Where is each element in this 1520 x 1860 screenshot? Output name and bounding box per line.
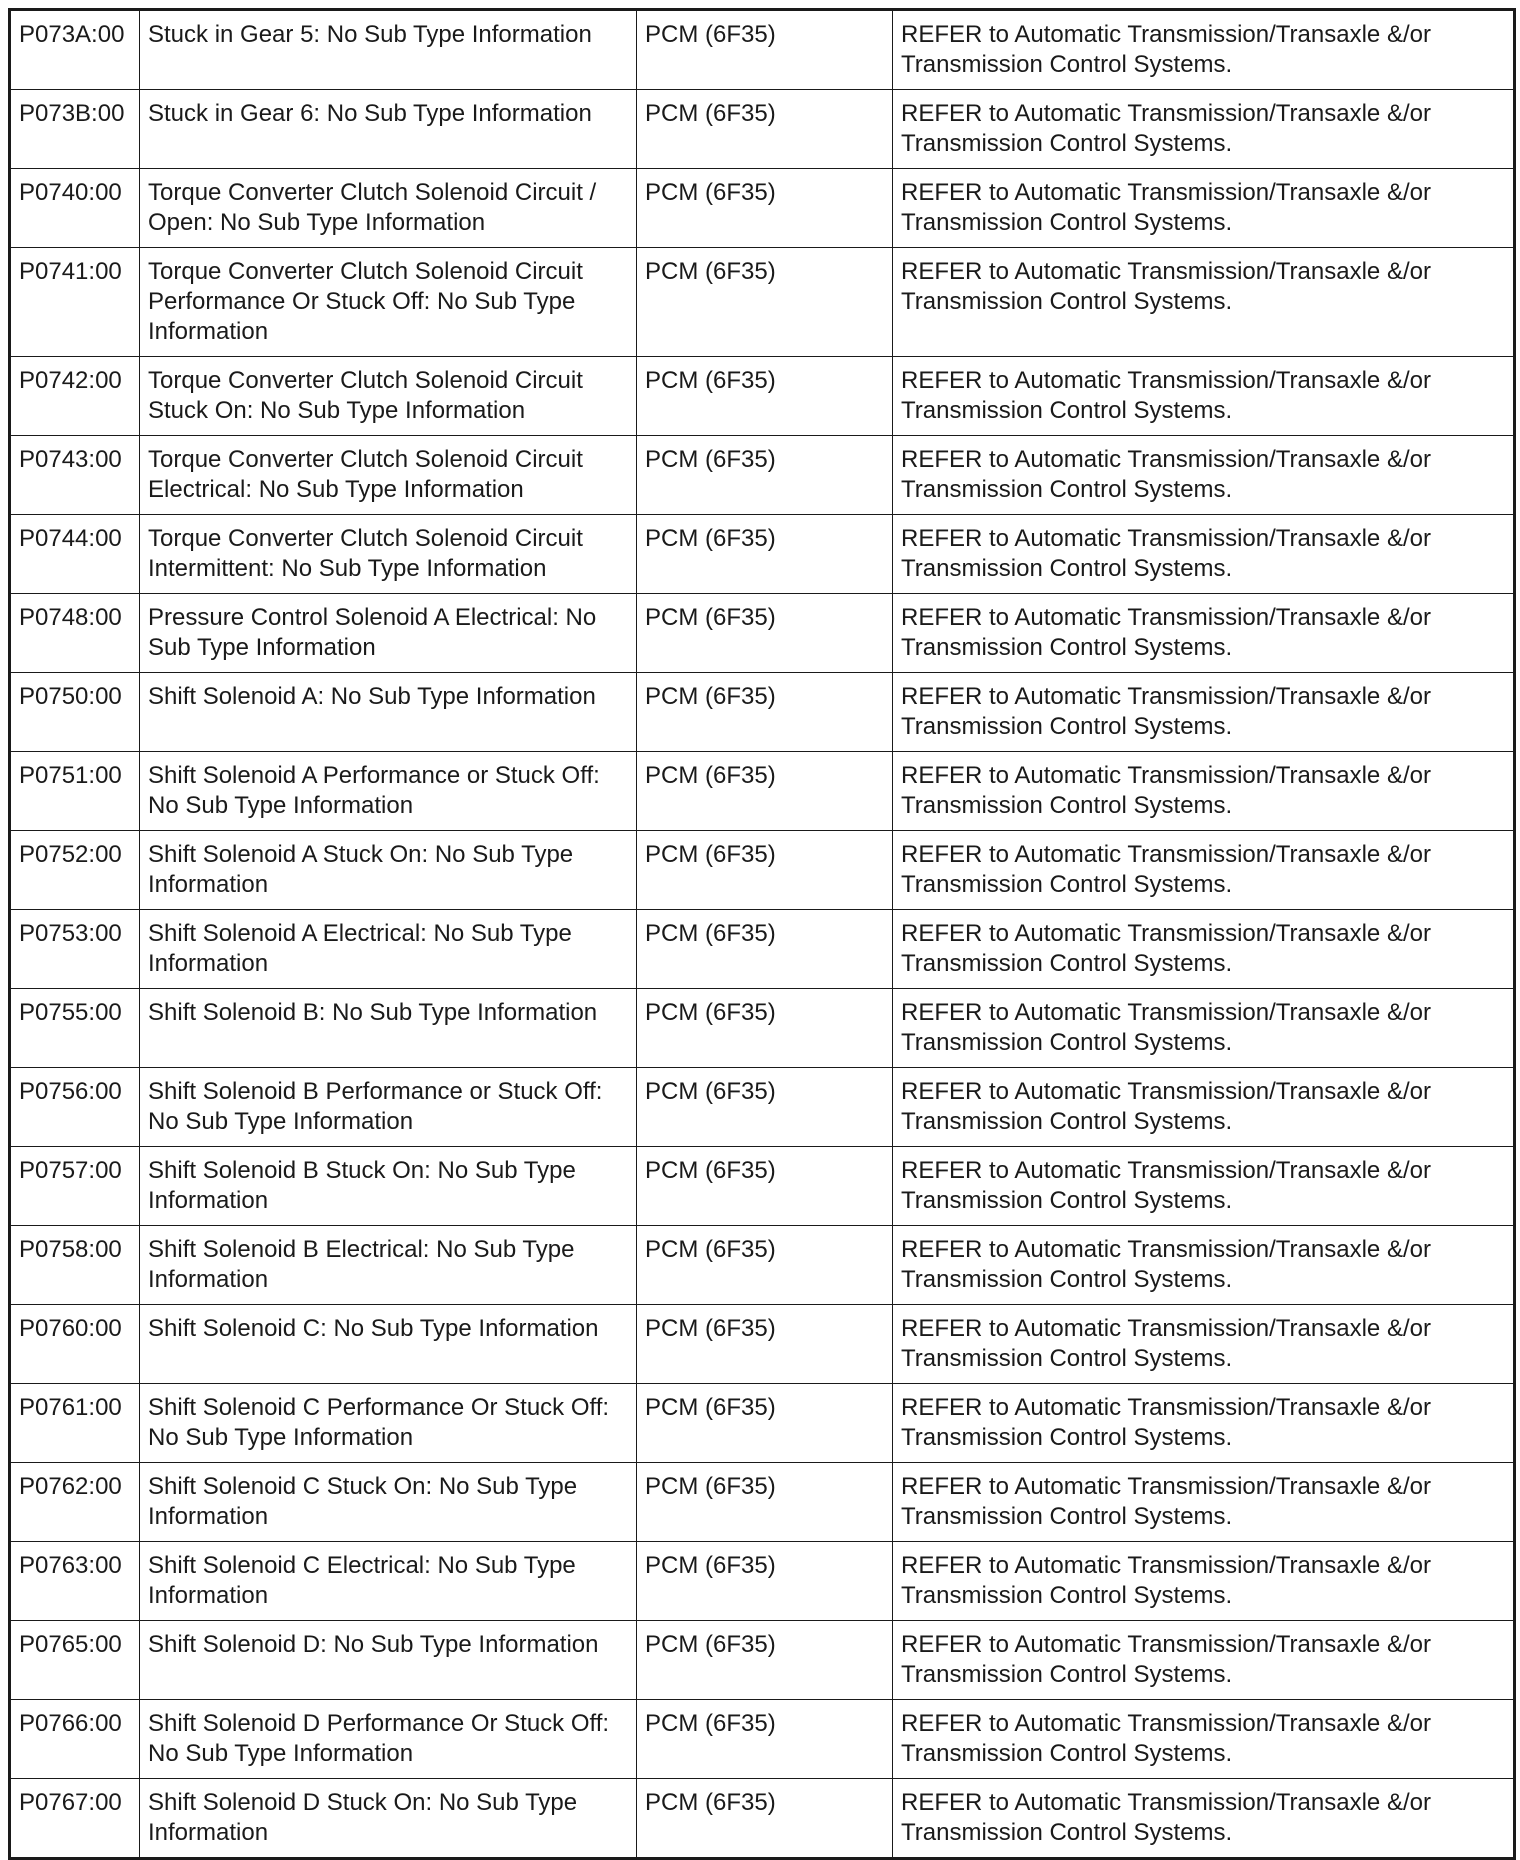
dtc-code: P0752:00	[10, 831, 140, 910]
dtc-action: REFER to Automatic Transmission/Transaxle &/or Transmission Control Systems.	[893, 169, 1515, 248]
table-row	[10, 1147, 1515, 1226]
table-row	[10, 1463, 1515, 1542]
dtc-code: P0761:00	[10, 1384, 140, 1463]
dtc-description: Torque Converter Clutch Solenoid Circuit / Open: No Sub Type Information	[140, 169, 637, 248]
dtc-description: Shift Solenoid A Performance or Stuck Off: No Sub Type Information	[140, 752, 637, 831]
dtc-module: PCM (6F35)	[637, 1305, 893, 1384]
dtc-module: PCM (6F35)	[637, 515, 893, 594]
dtc-module: PCM (6F35)	[637, 1068, 893, 1147]
table-row	[10, 10, 1515, 90]
dtc-module: PCM (6F35)	[637, 752, 893, 831]
dtc-code: P0740:00	[10, 169, 140, 248]
table-row	[10, 1700, 1515, 1779]
dtc-description: Shift Solenoid A Electrical: No Sub Type Information	[140, 910, 637, 989]
table-row	[10, 673, 1515, 752]
dtc-description: Stuck in Gear 5: No Sub Type Information	[140, 10, 637, 90]
dtc-module: PCM (6F35)	[637, 10, 893, 90]
table-row	[10, 594, 1515, 673]
dtc-description: Stuck in Gear 6: No Sub Type Information	[140, 90, 637, 169]
dtc-code: P0755:00	[10, 989, 140, 1068]
dtc-action: REFER to Automatic Transmission/Transaxle &/or Transmission Control Systems.	[893, 436, 1515, 515]
table-row	[10, 436, 1515, 515]
dtc-action: REFER to Automatic Transmission/Transaxle &/or Transmission Control Systems.	[893, 1463, 1515, 1542]
dtc-action: REFER to Automatic Transmission/Transaxle &/or Transmission Control Systems.	[893, 90, 1515, 169]
dtc-code: P073B:00	[10, 90, 140, 169]
table-row	[10, 1384, 1515, 1463]
dtc-description: Shift Solenoid C: No Sub Type Information	[140, 1305, 637, 1384]
dtc-action: REFER to Automatic Transmission/Transaxle &/or Transmission Control Systems.	[893, 910, 1515, 989]
dtc-code: P0762:00	[10, 1463, 140, 1542]
dtc-code: P0742:00	[10, 357, 140, 436]
table-row	[10, 248, 1515, 357]
dtc-code: P0753:00	[10, 910, 140, 989]
dtc-code: P0760:00	[10, 1305, 140, 1384]
dtc-description: Shift Solenoid B Performance or Stuck Off: No Sub Type Information	[140, 1068, 637, 1147]
dtc-description: Shift Solenoid C Electrical: No Sub Type Information	[140, 1542, 637, 1621]
dtc-code: P0741:00	[10, 248, 140, 357]
dtc-module: PCM (6F35)	[637, 169, 893, 248]
dtc-description: Shift Solenoid B Stuck On: No Sub Type Information	[140, 1147, 637, 1226]
table-row	[10, 1068, 1515, 1147]
dtc-code: P0756:00	[10, 1068, 140, 1147]
dtc-action: REFER to Automatic Transmission/Transaxle &/or Transmission Control Systems.	[893, 357, 1515, 436]
dtc-action: REFER to Automatic Transmission/Transaxle &/or Transmission Control Systems.	[893, 752, 1515, 831]
table-row	[10, 1226, 1515, 1305]
dtc-module: PCM (6F35)	[637, 1463, 893, 1542]
dtc-action: REFER to Automatic Transmission/Transaxle &/or Transmission Control Systems.	[893, 831, 1515, 910]
dtc-description: Shift Solenoid C Performance Or Stuck Off: No Sub Type Information	[140, 1384, 637, 1463]
dtc-action: REFER to Automatic Transmission/Transaxle &/or Transmission Control Systems.	[893, 594, 1515, 673]
dtc-action: REFER to Automatic Transmission/Transaxle &/or Transmission Control Systems.	[893, 248, 1515, 357]
table-row	[10, 752, 1515, 831]
dtc-description: Shift Solenoid D: No Sub Type Information	[140, 1621, 637, 1700]
dtc-module: PCM (6F35)	[637, 831, 893, 910]
dtc-module: PCM (6F35)	[637, 1226, 893, 1305]
dtc-module: PCM (6F35)	[637, 357, 893, 436]
dtc-action: REFER to Automatic Transmission/Transaxle &/or Transmission Control Systems.	[893, 1779, 1515, 1859]
dtc-code: P0743:00	[10, 436, 140, 515]
table-row	[10, 831, 1515, 910]
dtc-description: Shift Solenoid D Performance Or Stuck Off: No Sub Type Information	[140, 1700, 637, 1779]
dtc-action: REFER to Automatic Transmission/Transaxle &/or Transmission Control Systems.	[893, 1542, 1515, 1621]
table-row	[10, 90, 1515, 169]
dtc-action: REFER to Automatic Transmission/Transaxle &/or Transmission Control Systems.	[893, 10, 1515, 90]
dtc-module: PCM (6F35)	[637, 1147, 893, 1226]
dtc-action: REFER to Automatic Transmission/Transaxle &/or Transmission Control Systems.	[893, 1226, 1515, 1305]
dtc-action: REFER to Automatic Transmission/Transaxle &/or Transmission Control Systems.	[893, 1621, 1515, 1700]
dtc-code: P0765:00	[10, 1621, 140, 1700]
dtc-module: PCM (6F35)	[637, 1779, 893, 1859]
dtc-module: PCM (6F35)	[637, 989, 893, 1068]
dtc-code: P0744:00	[10, 515, 140, 594]
dtc-code: P0767:00	[10, 1779, 140, 1859]
dtc-module: PCM (6F35)	[637, 1384, 893, 1463]
dtc-code: P0751:00	[10, 752, 140, 831]
dtc-table	[8, 8, 1516, 1860]
dtc-description: Shift Solenoid B Electrical: No Sub Type Information	[140, 1226, 637, 1305]
table-row	[10, 1542, 1515, 1621]
table-row	[10, 1779, 1515, 1859]
table-row	[10, 169, 1515, 248]
dtc-description: Shift Solenoid C Stuck On: No Sub Type Information	[140, 1463, 637, 1542]
dtc-code: P0757:00	[10, 1147, 140, 1226]
dtc-description: Torque Converter Clutch Solenoid Circuit Performance Or Stuck Off: No Sub Type Information	[140, 248, 637, 357]
dtc-code: P073A:00	[10, 10, 140, 90]
dtc-table-body	[10, 10, 1515, 1859]
dtc-module: PCM (6F35)	[637, 1700, 893, 1779]
dtc-description: Shift Solenoid A: No Sub Type Information	[140, 673, 637, 752]
dtc-module: PCM (6F35)	[637, 1542, 893, 1621]
dtc-action: REFER to Automatic Transmission/Transaxle &/or Transmission Control Systems.	[893, 673, 1515, 752]
dtc-action: REFER to Automatic Transmission/Transaxle &/or Transmission Control Systems.	[893, 989, 1515, 1068]
table-row	[10, 515, 1515, 594]
dtc-code: P0748:00	[10, 594, 140, 673]
dtc-description: Torque Converter Clutch Solenoid Circuit Intermittent: No Sub Type Information	[140, 515, 637, 594]
dtc-action: REFER to Automatic Transmission/Transaxle &/or Transmission Control Systems.	[893, 1384, 1515, 1463]
dtc-description: Torque Converter Clutch Solenoid Circuit Stuck On: No Sub Type Information	[140, 357, 637, 436]
dtc-action: REFER to Automatic Transmission/Transaxle &/or Transmission Control Systems.	[893, 1068, 1515, 1147]
dtc-description: Shift Solenoid D Stuck On: No Sub Type Information	[140, 1779, 637, 1859]
dtc-action: REFER to Automatic Transmission/Transaxle &/or Transmission Control Systems.	[893, 515, 1515, 594]
dtc-description: Shift Solenoid B: No Sub Type Information	[140, 989, 637, 1068]
dtc-module: PCM (6F35)	[637, 1621, 893, 1700]
dtc-action: REFER to Automatic Transmission/Transaxle &/or Transmission Control Systems.	[893, 1700, 1515, 1779]
dtc-description: Torque Converter Clutch Solenoid Circuit Electrical: No Sub Type Information	[140, 436, 637, 515]
dtc-action: REFER to Automatic Transmission/Transaxle &/or Transmission Control Systems.	[893, 1147, 1515, 1226]
dtc-code: P0766:00	[10, 1700, 140, 1779]
document-page	[8, 8, 1513, 1860]
table-row	[10, 357, 1515, 436]
dtc-module: PCM (6F35)	[637, 910, 893, 989]
table-row	[10, 989, 1515, 1068]
dtc-code: P0758:00	[10, 1226, 140, 1305]
dtc-module: PCM (6F35)	[637, 673, 893, 752]
dtc-action: REFER to Automatic Transmission/Transaxle &/or Transmission Control Systems.	[893, 1305, 1515, 1384]
dtc-code: P0763:00	[10, 1542, 140, 1621]
dtc-module: PCM (6F35)	[637, 436, 893, 515]
dtc-module: PCM (6F35)	[637, 248, 893, 357]
table-row	[10, 1621, 1515, 1700]
dtc-module: PCM (6F35)	[637, 90, 893, 169]
dtc-description: Pressure Control Solenoid A Electrical: No Sub Type Information	[140, 594, 637, 673]
table-row	[10, 1305, 1515, 1384]
table-row	[10, 910, 1515, 989]
dtc-description: Shift Solenoid A Stuck On: No Sub Type Information	[140, 831, 637, 910]
dtc-code: P0750:00	[10, 673, 140, 752]
dtc-module: PCM (6F35)	[637, 594, 893, 673]
